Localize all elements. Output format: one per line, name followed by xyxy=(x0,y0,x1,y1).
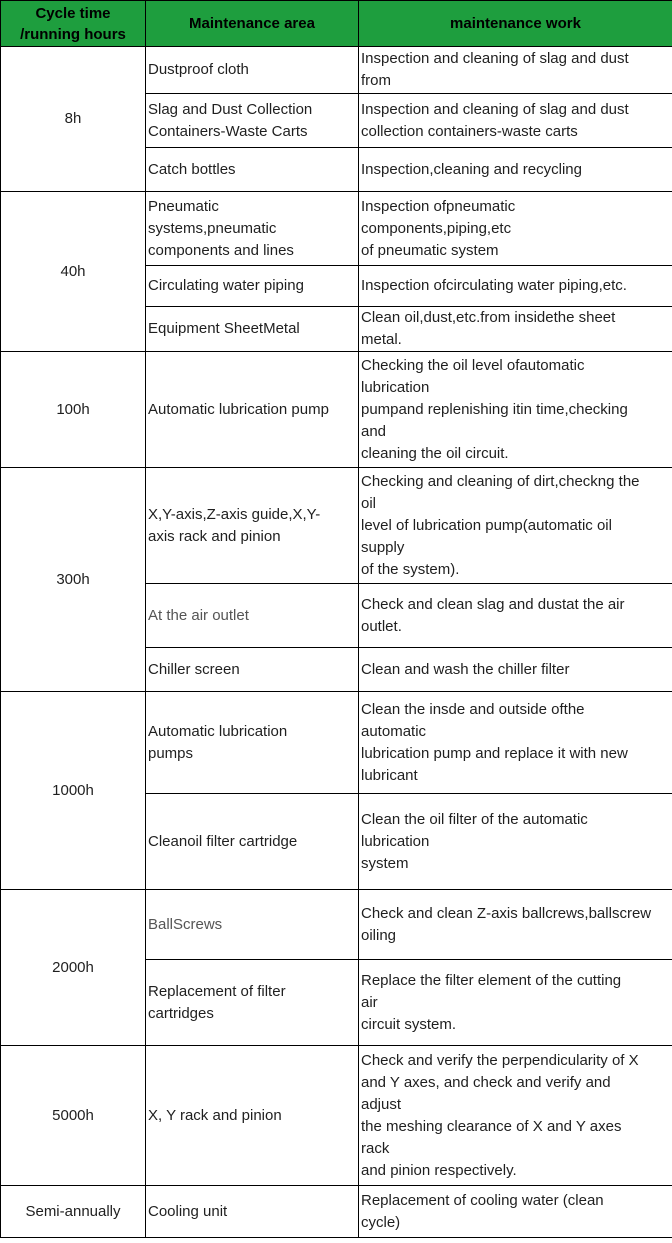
area-cell xyxy=(146,960,359,1046)
work-cell xyxy=(359,692,672,794)
work-text-line: metal. xyxy=(361,331,402,348)
work-text-line: system xyxy=(361,854,409,872)
area-cell xyxy=(146,584,359,648)
work-cell xyxy=(359,148,672,192)
work-text-line: Clean oil,dust,etc.from insidethe sheet xyxy=(361,309,616,326)
table-row xyxy=(1,468,672,584)
work-cell xyxy=(359,307,672,352)
cycle-cell: 40h xyxy=(1,192,146,352)
work-cell xyxy=(359,1186,672,1238)
area-text-line: At the air outlet xyxy=(148,606,249,624)
table-row xyxy=(1,1046,672,1186)
area-text-line: Containers-Waste Carts xyxy=(148,122,308,140)
table-header-row xyxy=(1,1,672,47)
table-row xyxy=(1,352,672,468)
work-cell xyxy=(359,192,672,266)
area-text-line: Cooling unit xyxy=(148,1202,228,1220)
work-text-line: Inspection ofcirculating water piping,etc. xyxy=(361,277,627,294)
work-text-line: and Y axes, and check and verify and xyxy=(361,1073,611,1091)
cycle-cell: 1000h xyxy=(1,692,146,890)
column-header-area: Maintenance area xyxy=(146,1,359,47)
work-text-line: lubrication xyxy=(361,378,430,396)
area-cell xyxy=(146,794,359,890)
work-text-line: the meshing clearance of X and Y axes xyxy=(361,1117,622,1135)
work-cell xyxy=(359,468,672,584)
work-text-line: from xyxy=(361,72,391,89)
work-cell xyxy=(359,794,672,890)
area-cell xyxy=(146,1046,359,1186)
cycle-cell: 8h xyxy=(1,47,146,192)
table-row xyxy=(1,890,672,960)
work-text-line: Clean and wash the chiller filter xyxy=(361,660,570,678)
table-row xyxy=(1,192,672,266)
work-text-line: cleaning the oil circuit. xyxy=(361,444,509,462)
work-text-line: lubricant xyxy=(361,766,418,784)
work-text-line: Checking and cleaning of dirt,checkng the xyxy=(361,472,640,490)
work-text-line: oil xyxy=(361,494,377,512)
area-text-line: cartridges xyxy=(148,1004,214,1022)
work-text-line: level of lubrication pump(automatic oil xyxy=(361,516,612,534)
area-cell xyxy=(146,890,359,960)
area-cell xyxy=(146,266,359,307)
area-text-line: Pneumatic xyxy=(148,197,219,215)
work-text-line: of the system). xyxy=(361,560,460,578)
work-text-line: circuit system. xyxy=(361,1015,457,1033)
work-cell xyxy=(359,266,672,307)
area-text-line: pumps xyxy=(148,744,194,762)
area-cell xyxy=(146,192,359,266)
cycle-cell: 100h xyxy=(1,352,146,468)
work-text-line: Inspection and cleaning of slag and dust xyxy=(361,100,629,118)
area-cell xyxy=(146,468,359,584)
work-text-line: Check and clean Z-axis ballcrews,ballscrew xyxy=(361,904,652,922)
area-text-line: Cleanoil filter cartridge xyxy=(148,832,298,850)
area-text-line: Circulating water piping xyxy=(148,277,304,294)
table-row xyxy=(1,692,672,794)
work-cell xyxy=(359,47,672,94)
work-text-line: cycle) xyxy=(361,1213,401,1231)
work-text-line: Clean the oil filter of the automatic xyxy=(361,810,588,828)
work-text-line: outlet. xyxy=(361,617,402,635)
area-text-line: BallScrews xyxy=(148,915,223,933)
work-text-line: lubrication xyxy=(361,832,430,850)
column-header-cycle xyxy=(1,1,146,47)
work-text-line: components,piping,etc xyxy=(361,219,512,237)
area-cell xyxy=(146,1186,359,1238)
cycle-cell: 300h xyxy=(1,468,146,692)
work-cell xyxy=(359,648,672,692)
work-text-line: Replace the filter element of the cutting xyxy=(361,971,622,989)
work-text-line: and pinion respectively. xyxy=(361,1161,517,1179)
table-row xyxy=(1,1186,672,1238)
area-cell xyxy=(146,352,359,468)
work-text-line: Inspection and cleaning of slag and dust xyxy=(361,50,629,67)
cycle-cell: 5000h xyxy=(1,1046,146,1186)
area-text-line: X, Y rack and pinion xyxy=(148,1106,282,1124)
area-text-line: systems,pneumatic xyxy=(148,219,277,237)
area-text-line: axis rack and pinion xyxy=(148,527,281,545)
work-cell xyxy=(359,960,672,1046)
area-text-line: X,Y-axis,Z-axis guide,X,Y- xyxy=(148,505,321,523)
work-text-line: adjust xyxy=(361,1095,402,1113)
work-text-line: Clean the insde and outside ofthe xyxy=(361,700,585,718)
area-text-line: Equipment SheetMetal xyxy=(148,320,300,337)
header-cycle-line2: /running hours xyxy=(20,25,126,43)
area-text-line: Slag and Dust Collection xyxy=(148,100,313,118)
area-cell xyxy=(146,148,359,192)
work-text-line: Check and verify the perpendicularity of X xyxy=(361,1051,639,1069)
work-text-line: Inspection,cleaning and recycling xyxy=(361,160,582,178)
work-text-line: air xyxy=(361,993,378,1011)
area-text-line: Replacement of filter xyxy=(148,982,286,1000)
work-text-line: oiling xyxy=(361,926,397,944)
work-text-line: rack xyxy=(361,1139,390,1157)
area-cell xyxy=(146,94,359,148)
area-text-line: Automatic lubrication pump xyxy=(148,400,329,418)
area-cell xyxy=(146,648,359,692)
work-text-line: Inspection ofpneumatic xyxy=(361,197,516,215)
work-text-line: Replacement of cooling water (clean xyxy=(361,1191,604,1209)
table-row xyxy=(1,47,672,94)
header-cycle-line1: Cycle time xyxy=(35,4,111,22)
area-text-line: Catch bottles xyxy=(148,160,236,178)
table-body xyxy=(1,47,672,1238)
area-text-line: components and lines xyxy=(148,241,294,259)
area-cell xyxy=(146,692,359,794)
work-cell xyxy=(359,1046,672,1186)
work-text-line: and xyxy=(361,422,387,440)
work-cell xyxy=(359,890,672,960)
work-cell xyxy=(359,352,672,468)
work-text-line: Checking the oil level ofautomatic xyxy=(361,356,585,374)
work-text-line: Check and clean slag and dustat the air xyxy=(361,595,625,613)
work-text-line: pumpand replenishing itin time,checking xyxy=(361,400,628,418)
area-text-line: Dustproof cloth xyxy=(148,61,249,78)
cycle-cell: Semi-annually xyxy=(1,1186,146,1238)
work-text-line: supply xyxy=(361,538,405,556)
work-text-line: automatic xyxy=(361,722,427,740)
work-cell xyxy=(359,94,672,148)
work-text-line: collection containers-waste carts xyxy=(361,122,578,140)
area-text-line: Automatic lubrication xyxy=(148,722,288,740)
cycle-cell: 2000h xyxy=(1,890,146,1046)
work-text-line: lubrication pump and replace it with new xyxy=(361,744,628,762)
work-cell xyxy=(359,584,672,648)
column-header-work: maintenance work xyxy=(359,1,672,47)
area-cell xyxy=(146,47,359,94)
work-text-line: of pneumatic system xyxy=(361,241,499,259)
area-cell xyxy=(146,307,359,352)
area-text-line: Chiller screen xyxy=(148,660,240,678)
